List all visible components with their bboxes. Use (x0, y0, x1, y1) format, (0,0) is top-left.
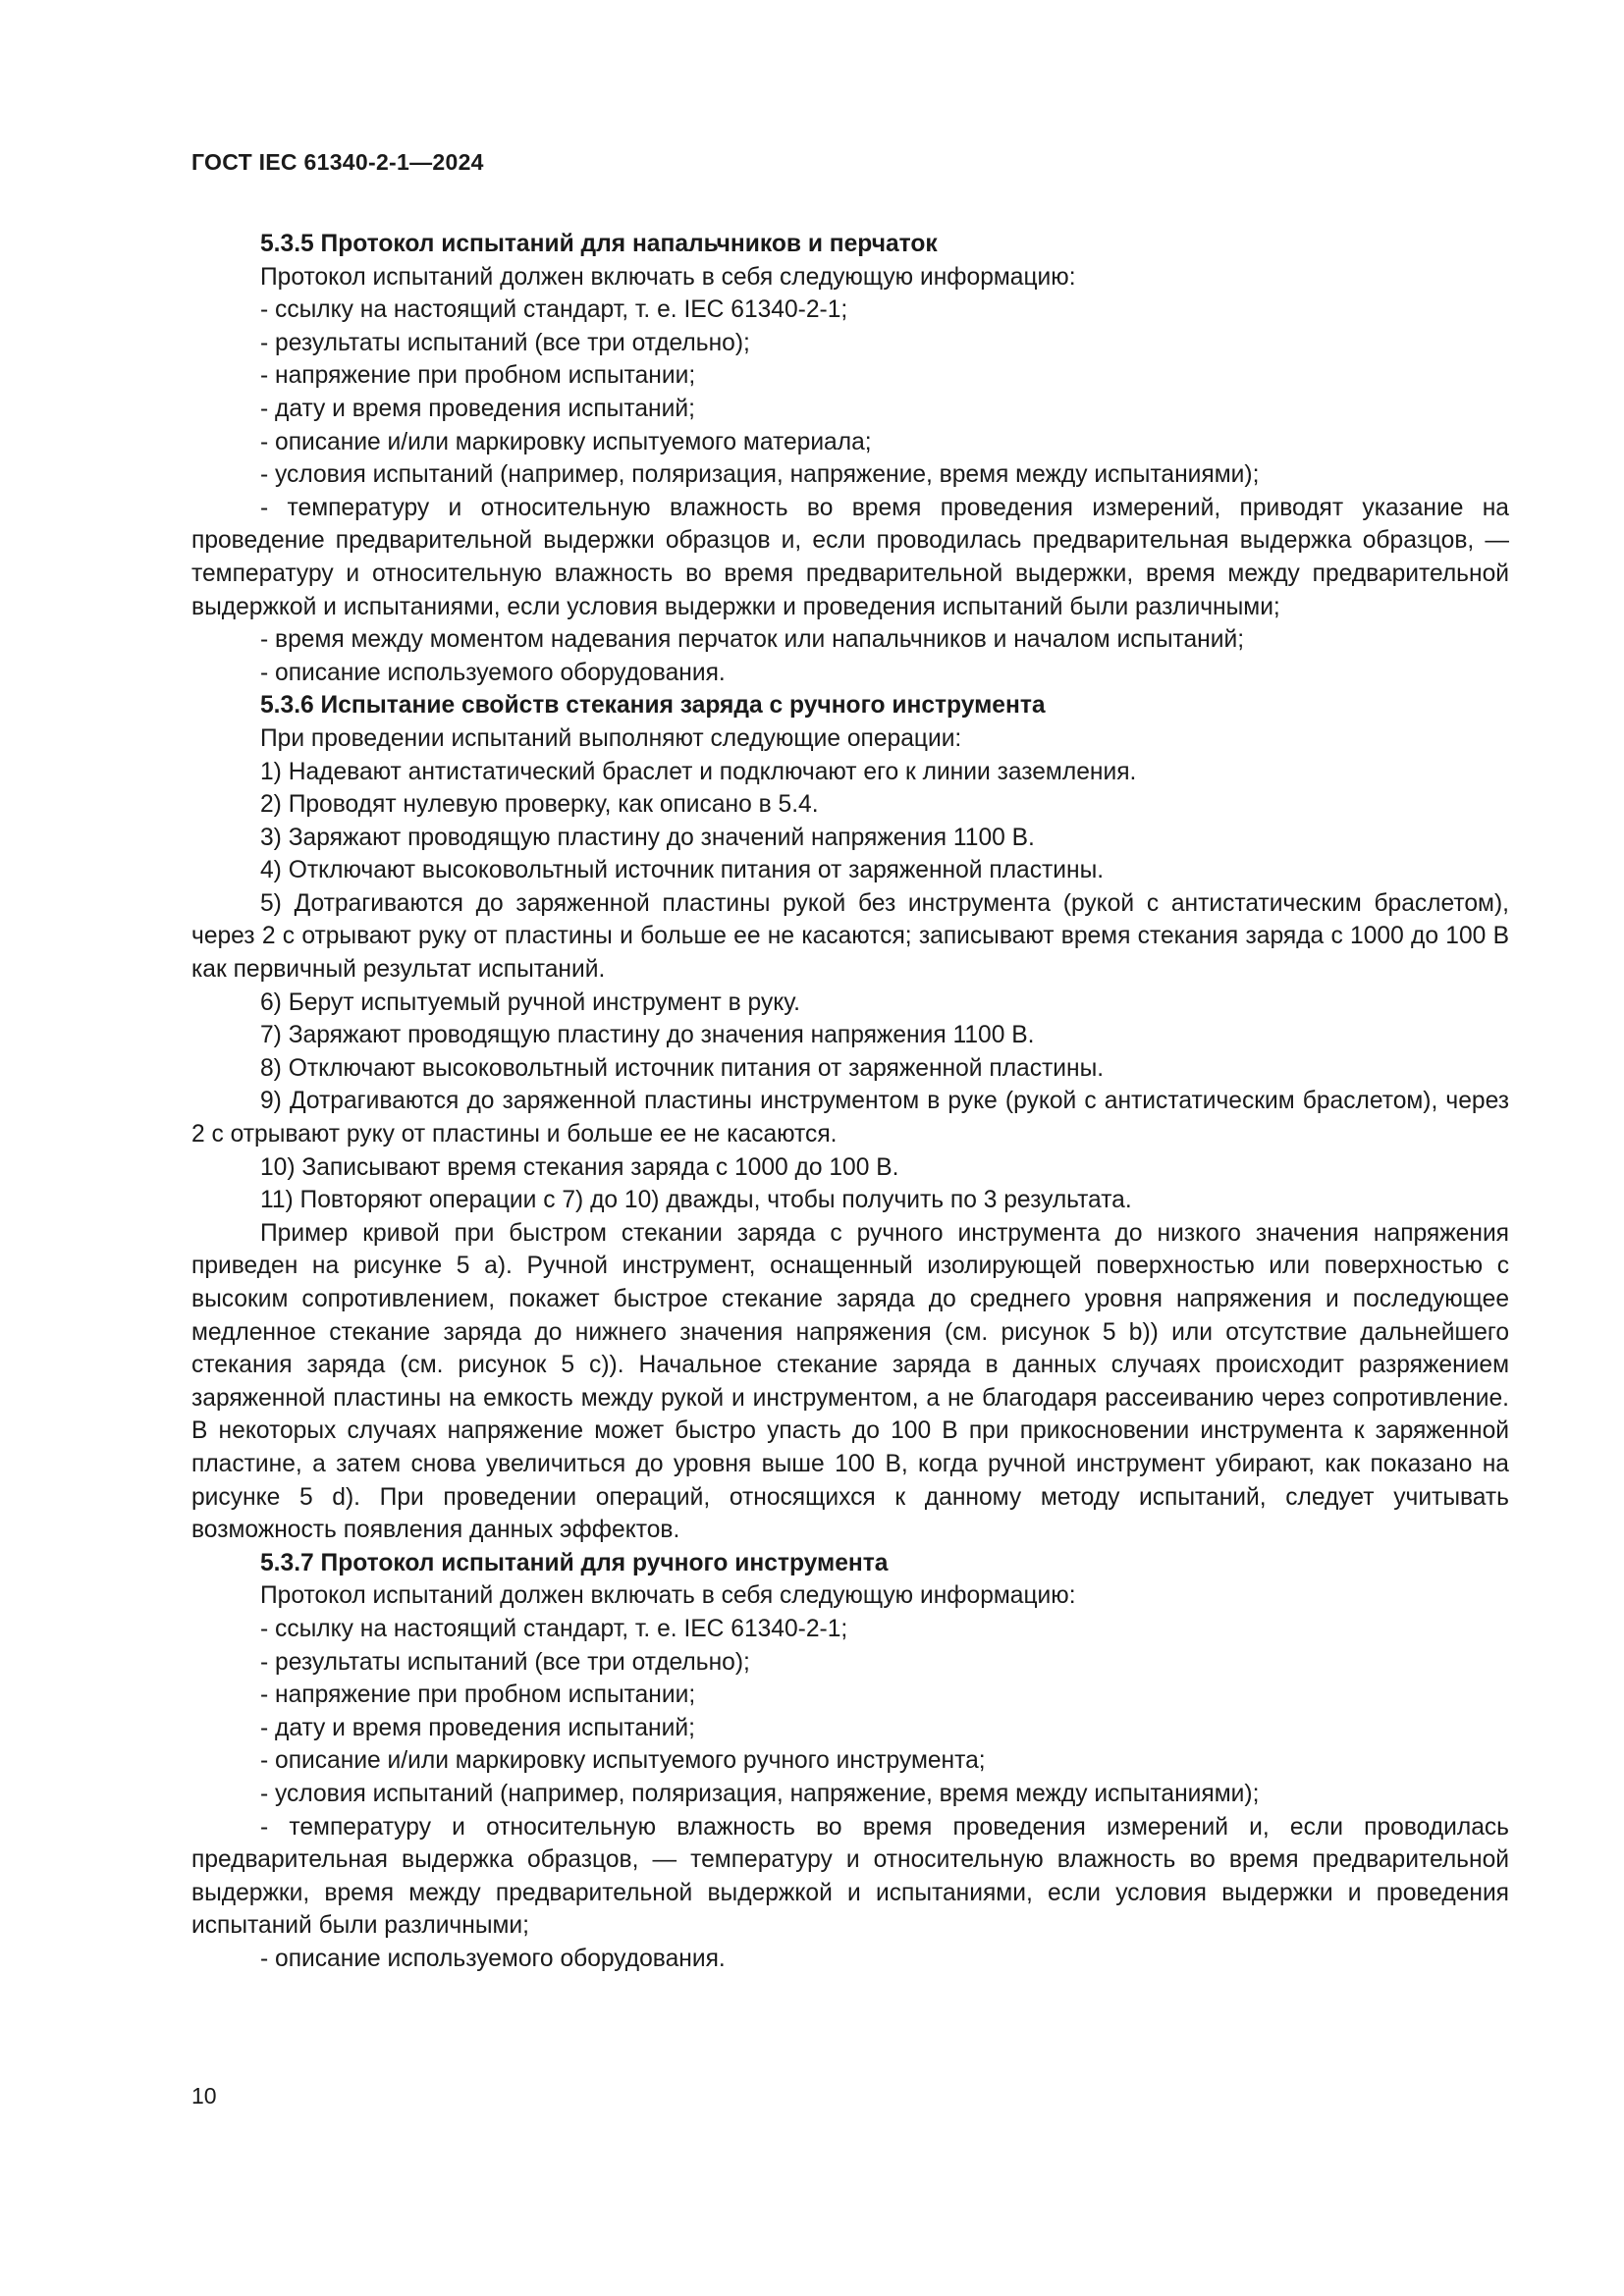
page-number: 10 (191, 2083, 217, 2109)
list-item: - температуру и относительную влажность во время проведения измерений, приводят указание на проведение предварительной выдержки образцов и, если проводилась предварительная выдержка образцов, — температуру и относительную влажность во время предварительной выдержки, время между предварительной выдержкой и испытаниями, если условия выдержки и проведения испытаний были различными; (191, 494, 1509, 620)
list-item: - температуру и относительную влажность во время проведения измерений и, если проводилась предварительная выдержка образцов, — температуру и относительную влажность во время предварительной выдержки, время между предварительной выдержкой и испытаниями, если условия выдержки и проведения испытаний были различными; (191, 1813, 1509, 1940)
list-item: - условия испытаний (например, поляризация, напряжение, время между испытаниями); (260, 1780, 1260, 1807)
list-item: - ссылку на настоящий стандарт, т. е. IEC 61340-2-1; (260, 1615, 848, 1642)
document-body (191, 228, 1509, 1975)
step-item: 10) Записывают время стекания заряда с 1000 до 100 В. (260, 1153, 899, 1181)
list-item: - дату и время проведения испытаний; (260, 395, 695, 422)
step-item: 4) Отключают высоковольтный источник питания от заряженной пластины. (260, 857, 1105, 884)
list-item: - напряжение при пробном испытании; (260, 362, 696, 390)
list-item: - время между моментом надевания перчаток или напальчников и началом испытаний; (260, 626, 1245, 654)
section-heading-5-3-5: 5.3.5 Протокол испытаний для напальчников и перчаток (260, 231, 938, 257)
step-item: 8) Отключают высоковольтный источник питания от заряженной пластины. (260, 1054, 1105, 1082)
step-item: 9) Дотрагиваются до заряженной пластины инструментом в руке (рукой с антистатическим браслетом), через 2 с отрывают руку от пластины и больше ее не касаются. (191, 1088, 1509, 1148)
list-item: - напряжение при пробном испытании; (260, 1682, 696, 1709)
list-item: - дату и время проведения испытаний; (260, 1714, 695, 1741)
paragraph: Протокол испытаний должен включать в себя следующую информацию: (260, 1582, 1076, 1610)
paragraph: При проведении испытаний выполняют следующие операции: (260, 724, 962, 752)
list-item: - описание используемого оборудования. (260, 659, 726, 686)
step-item: 1) Надевают антистатический браслет и подключают его к линии заземления. (260, 758, 1137, 785)
list-item: - условия испытаний (например, поляризация, напряжение, время между испытаниями); (260, 461, 1260, 489)
step-item: 2) Проводят нулевую проверку, как описано в 5.4. (260, 791, 819, 819)
document-header: ГОСТ IEC 61340-2-1—2024 (191, 149, 484, 175)
list-item: - описание и/или маркировку испытуемого ручного инструмента; (260, 1747, 986, 1775)
paragraph: Пример кривой при быстром стекании заряда с ручного инструмента до низкого значения напряжения приведен на рисунке 5 а). Ручной инструмент, оснащенный изолирующей поверхностью или поверхностью с высоким сопротивлением, покажет быстрое стекание заряда до среднего уровня напряжения и последующее медленное стекание заряда до нижнего значения напряжения (см. рисунок 5 b)) или отсутствие дальнейшего стекания заряда (см. рисунок 5 с)). Начальное стекание заряда в данных случаях происходит разряжением заряженной пластины на емкость между рукой и инструментом, а не благодаря рассеиванию через сопротивление. В некоторых случаях напряжение может быстро упасть до 100 В при прикосновении инструмента к заряженной пластине, а затем снова увеличиться до уровня выше 100 В, когда ручной инструмент убирают, как показано на рисунке 5 d). При проведении операций, относящихся к данному методу испытаний, следует учитывать возможность появления данных эффектов. (191, 1219, 1509, 1544)
step-item: 6) Берут испытуемый ручной инструмент в руку. (260, 988, 800, 1016)
list-item: - результаты испытаний (все три отдельно); (260, 1648, 750, 1676)
paragraph: Протокол испытаний должен включать в себя следующую информацию: (260, 263, 1076, 291)
step-item: 11) Повторяют операции с 7) до 10) дважды, чтобы получить по 3 результата. (260, 1187, 1132, 1214)
step-item: 7) Заряжают проводящую пластину до значения напряжения 1100 В. (260, 1022, 1035, 1049)
list-item: - результаты испытаний (все три отдельно); (260, 329, 750, 356)
section-heading-5-3-6: 5.3.6 Испытание свойств стекания заряда с ручного инструмента (260, 692, 1046, 720)
step-item: 3) Заряжают проводящую пластину до значений напряжения 1100 В. (260, 824, 1035, 851)
section-heading-5-3-7: 5.3.7 Протокол испытаний для ручного инструмента (260, 1549, 889, 1576)
list-item: - описание и/или маркировку испытуемого материала; (260, 428, 872, 455)
list-item: - описание используемого оборудования. (260, 1945, 726, 1972)
list-item: - ссылку на настоящий стандарт, т. е. IEC 61340-2-1; (260, 296, 848, 324)
step-item: 5) Дотрагиваются до заряженной пластины рукой без инструмента (рукой с антистатическим браслетом), через 2 с отрывают руку от пластины и больше ее не касаются; записывают время стекания заряда с 1000 до 100 В как первичный результат испытаний. (191, 889, 1509, 984)
